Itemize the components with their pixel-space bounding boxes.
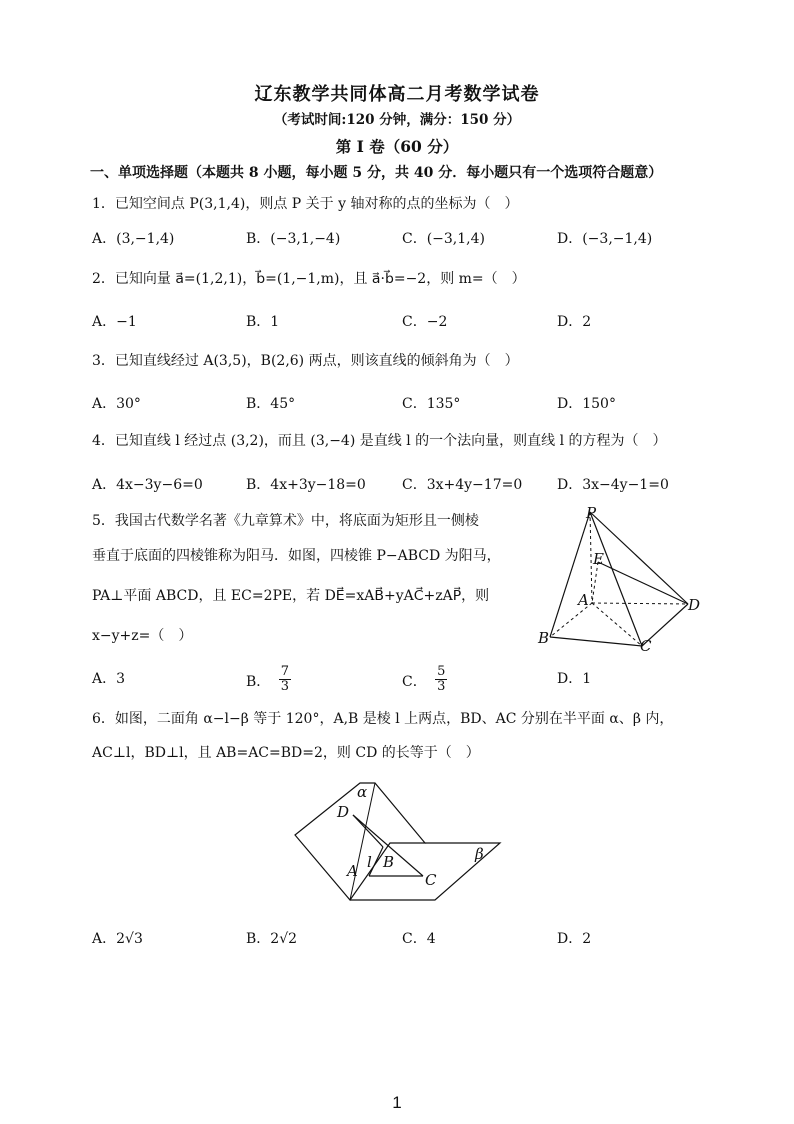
edge-bc bbox=[550, 637, 642, 646]
question-2-option-c: C．−2 bbox=[402, 314, 448, 330]
label-b: B bbox=[383, 853, 395, 871]
label-c: C bbox=[425, 871, 437, 889]
option-c-fraction bbox=[435, 665, 447, 693]
question-1-option-a: A．(3,−1,4) bbox=[92, 231, 175, 247]
question-4-option-b: B．4x+3y−18=0 bbox=[246, 477, 366, 493]
option-b-denominator: 3 bbox=[280, 678, 290, 694]
label-d: D bbox=[337, 803, 350, 821]
edge-ad bbox=[592, 603, 688, 604]
label-a: A bbox=[578, 591, 589, 609]
segment-ed bbox=[598, 562, 688, 604]
question-5-stem-line-3: PA⊥平面 ABCD，且 EC=2PE，若 DE⃗=xAB⃗+yAC⃗+zAP⃗，则 bbox=[92, 588, 490, 604]
question-2-option-a: A．−1 bbox=[92, 314, 137, 330]
question-6-option-c: C．4 bbox=[402, 931, 436, 947]
question-6-stem-line-1: 6．如图，二面角 α−l−β 等于 120°，A,B 是棱 l 上两点，BD、AC 分别在半平面 α、β 内， bbox=[92, 711, 674, 727]
question-6-option-a: A．2√3 bbox=[92, 931, 143, 947]
question-6-option-b: B．2√2 bbox=[246, 931, 298, 947]
question-1-option-c: C．(−3,1,4) bbox=[402, 231, 485, 247]
question-2-stem: 2．已知向量 a⃗=(1,2,1)，b⃗=(1,−1,m)，且 a⃗·b⃗=−2，则 m=（ ） bbox=[92, 271, 526, 287]
label-b: B bbox=[538, 629, 550, 647]
exam-subtitle: （考试时间:120 分钟，满分：150 分） bbox=[273, 112, 521, 128]
label-beta: β bbox=[475, 845, 484, 863]
question-3-option-c: C．135° bbox=[402, 396, 461, 412]
label-p: P bbox=[586, 504, 597, 522]
option-c-denominator: 3 bbox=[437, 678, 446, 694]
question-1-stem: 1．已知空间点 P(3,1,4)，则点 P 关于 y 轴对称的点的坐标为（ ） bbox=[92, 196, 519, 212]
label-e: E bbox=[593, 550, 604, 568]
question-4-stem: 4．已知直线 l 经过点 (3,2)，而且 (3,−4) 是直线 l 的一个法向量，则直线 l 的方程为（ ） bbox=[92, 433, 667, 449]
volume-heading: 第 I 卷（60 分） bbox=[335, 137, 459, 156]
question-5-option-c bbox=[402, 664, 447, 696]
label-d: D bbox=[688, 596, 701, 614]
question-4-option-c: C．3x+4y−17=0 bbox=[402, 477, 523, 493]
segment-ea bbox=[592, 562, 598, 603]
question-6-stem-line-2: AC⊥l，BD⊥l，且 AB=AC=BD=2，则 CD 的长等于（ ） bbox=[92, 745, 480, 761]
question-3-option-b: B．45° bbox=[246, 396, 296, 412]
pyramid-figure bbox=[530, 500, 710, 660]
question-4-option-d: D．3x−4y−1=0 bbox=[557, 477, 669, 493]
question-5-stem-line-2: 垂直于底面的四棱锥称为阳马．如图，四棱锥 P−ABCD 为阳马， bbox=[92, 548, 501, 564]
label-a: A bbox=[347, 862, 358, 880]
question-5-option-a: A．3 bbox=[92, 671, 126, 687]
exam-title: 辽东教学共同体高二月考数学试卷 bbox=[254, 84, 540, 105]
question-3-stem: 3．已知直线经过 A(3,5)，B(2,6) 两点，则该直线的倾斜角为（ ） bbox=[92, 353, 519, 369]
question-1-option-b: B．(−3,1,−4) bbox=[246, 231, 341, 247]
option-c-numerator: 5 bbox=[437, 664, 446, 679]
question-5-option-d: D．1 bbox=[557, 671, 592, 687]
option-c-letter: C． bbox=[402, 674, 427, 691]
question-6-option-d: D．2 bbox=[557, 931, 592, 947]
label-l: l bbox=[367, 853, 372, 871]
question-5-option-b bbox=[246, 664, 291, 696]
question-1-option-d: D．(−3,−1,4) bbox=[557, 231, 653, 247]
question-4-option-a: A．4x−3y−6=0 bbox=[92, 477, 203, 493]
segment-db bbox=[353, 815, 383, 847]
edge-pb bbox=[550, 512, 590, 637]
label-alpha: α bbox=[357, 783, 368, 801]
dihedral-angle-figure bbox=[285, 775, 510, 905]
option-b-numerator: 7 bbox=[280, 664, 290, 679]
question-2-option-b: B．1 bbox=[246, 314, 280, 330]
edge-pa bbox=[590, 512, 592, 603]
option-b-letter: B． bbox=[246, 674, 271, 691]
edge-pd bbox=[590, 512, 688, 604]
page-number: 1 bbox=[392, 1093, 402, 1112]
question-5-stem-line-1: 5．我国古代数学名著《九章算术》中，将底面为矩形且一侧棱 bbox=[92, 513, 479, 529]
label-c: C bbox=[640, 637, 652, 655]
diagonal-ac bbox=[592, 603, 642, 646]
question-2-option-d: D．2 bbox=[557, 314, 592, 330]
option-b-fraction bbox=[279, 665, 291, 693]
section-heading: 一、单项选择题（本题共 8 小题，每小题 5 分，共 40 分．每小题只有一个选项符合题意） bbox=[90, 165, 663, 181]
question-3-option-a: A．30° bbox=[92, 396, 141, 412]
question-5-stem-line-4: x−y+z=（ ） bbox=[92, 628, 193, 644]
question-3-option-d: D．150° bbox=[557, 396, 616, 412]
